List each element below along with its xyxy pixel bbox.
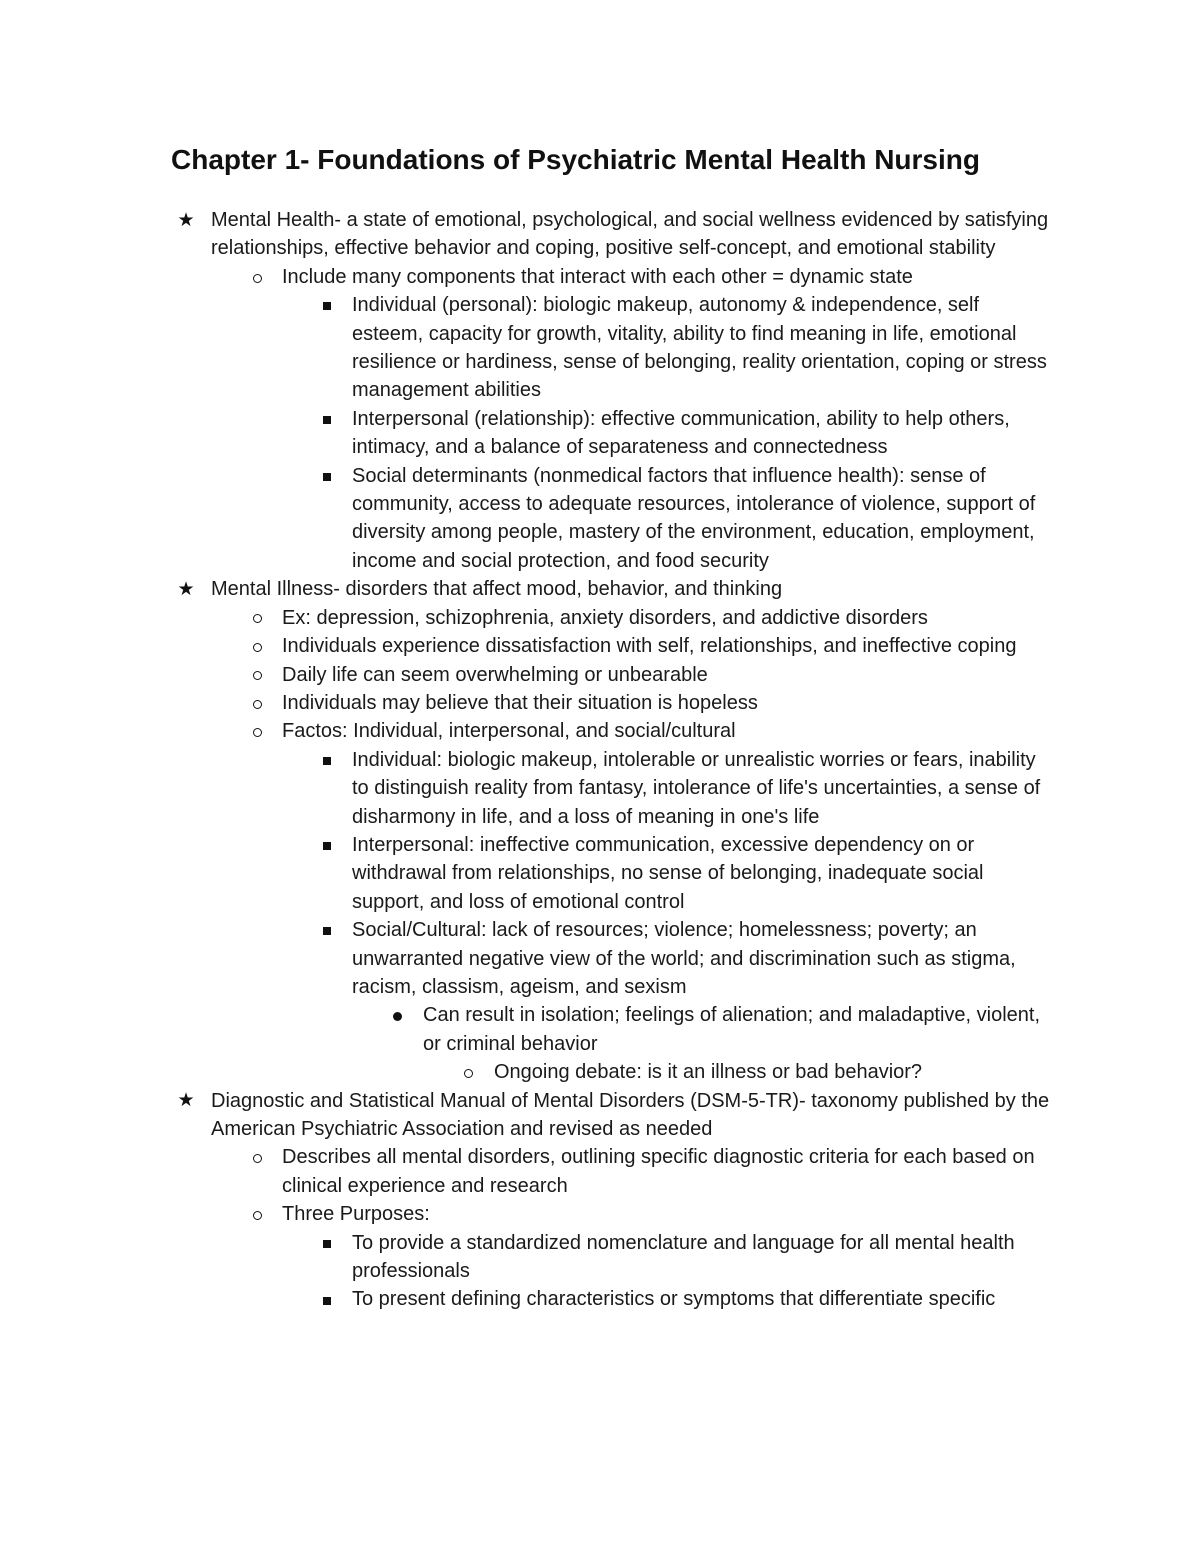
list-item	[0, 206, 1066, 263]
list-item-text: Describes all mental disorders, outlining specific diagnostic criteria for each based on clinical experience and research	[282, 1146, 1035, 1197]
square-bullet-icon	[317, 916, 337, 944]
list-item-text: Individuals may believe that their situation is hopeless	[282, 691, 758, 714]
list-item	[0, 405, 1052, 462]
circle-bullet-icon	[247, 632, 267, 660]
list-item-text: Mental Illness- disorders that affect mood, behavior, and thinking	[211, 578, 783, 601]
star-bullet-icon: ★	[177, 209, 195, 231]
list-item-text: Individual: biologic makeup, intolerable or unrealistic worries or fears, inability to distinguish reality from fantasy, intolerance of life's uncertainties, a sense of disharmony in life, and a loss of meaning in one's life	[352, 748, 1041, 828]
list-item	[0, 575, 1066, 603]
page-title: Chapter 1- Foundations of Psychiatric Mental Health Nursing	[171, 144, 980, 175]
list-item-text: Individual (personal): biologic makeup, autonomy & independence, self esteem, capacity for growth, vitality, ability to find meaning in life, emotional resilience or hardiness, sense of belonging, reality orientation, coping or stress management abilities	[352, 294, 1047, 402]
circle-bullet-icon	[247, 661, 267, 689]
outline-list	[0, 206, 1200, 1314]
list-item	[0, 746, 1052, 831]
square-bullet-icon	[317, 831, 337, 859]
list-item	[0, 1229, 1052, 1286]
list-item-text: Include many components that interact with each other = dynamic state	[282, 265, 913, 288]
circle-bullet-icon	[247, 604, 267, 632]
list-item-text: Can result in isolation; feelings of alienation; and maladaptive, violent, or criminal behavior	[423, 1004, 1041, 1055]
list-item-text: Interpersonal (relationship): effective communication, ability to help others, intimacy, and a balance of separateness and connectedness	[352, 407, 1010, 459]
list-item-text: To provide a standardized nomenclature and language for all mental health professionals	[352, 1231, 1015, 1283]
list-item-text: Ongoing debate: is it an illness or bad behavior?	[494, 1061, 923, 1084]
list-item-text: Daily life can seem overwhelming or unbearable	[282, 663, 708, 686]
list-item-text: Factos: Individual, interpersonal, and social/cultural	[282, 720, 736, 743]
list-item-text: Ex: depression, schizophrenia, anxiety disorders, and addictive disorders	[282, 606, 928, 629]
square-bullet-icon	[317, 746, 337, 774]
list-item	[0, 689, 1052, 717]
star-bullet-icon: ★	[177, 578, 195, 600]
list-item	[0, 263, 1052, 291]
disc-bullet-icon	[387, 1001, 407, 1029]
list-item	[0, 717, 1052, 745]
circle-bullet-icon	[247, 689, 267, 717]
list-item	[0, 604, 1052, 632]
list-item	[0, 291, 1052, 405]
square-bullet-icon	[317, 1285, 337, 1313]
list-item	[0, 1087, 1066, 1144]
list-item	[0, 831, 1052, 916]
list-item	[0, 1285, 1052, 1313]
list-item-text: Diagnostic and Statistical Manual of Mental Disorders (DSM-5-TR)- taxonomy published by the American Psychiatric Association and revised as needed	[211, 1089, 1050, 1140]
list-item	[0, 916, 1052, 1001]
circle-bullet-icon	[247, 1143, 267, 1171]
list-item-text: Mental Health- a state of emotional, psychological, and social wellness evidenced by satisfying relationships, effective behavior and coping, positive self-concept, and emotional stability	[211, 209, 1049, 260]
list-item	[0, 661, 1052, 689]
circle-bullet-icon	[247, 1200, 267, 1228]
star-bullet-icon: ★	[177, 1090, 195, 1112]
circle-bullet-icon	[247, 717, 267, 745]
list-item-text: Interpersonal: ineffective communication, excessive dependency on or withdrawal from relationships, no sense of belonging, inadequate social support, and loss of emotional control	[352, 833, 984, 913]
square-bullet-icon	[317, 405, 337, 433]
list-item	[0, 632, 1052, 660]
list-item-text: Social determinants (nonmedical factors that influence health): sense of community, access to adequate resources, intolerance of violence, support of diversity among people, mastery of the environment, education, employment, income and social protection, and food security	[352, 464, 1036, 572]
list-item-text: Individuals experience dissatisfaction with self, relationships, and ineffective coping	[282, 635, 1017, 658]
square-bullet-icon	[317, 462, 337, 490]
circle-bullet-icon	[458, 1058, 478, 1086]
list-item-text: Social/Cultural: lack of resources; violence; homelessness; poverty; an unwarranted negative view of the world; and discrimination such as stigma, racism, classism, ageism, and sexism	[352, 919, 1016, 998]
list-item	[0, 1143, 1052, 1200]
list-item	[0, 1058, 1054, 1086]
square-bullet-icon	[317, 1229, 337, 1257]
list-item-text: To present defining characteristics or symptoms that differentiate specific	[352, 1288, 996, 1311]
list-item	[0, 1001, 1043, 1058]
list-item	[0, 462, 1052, 576]
list-item-text: Three Purposes:	[282, 1203, 430, 1226]
list-item	[0, 1200, 1052, 1228]
circle-bullet-icon	[247, 263, 267, 291]
square-bullet-icon	[317, 291, 337, 319]
